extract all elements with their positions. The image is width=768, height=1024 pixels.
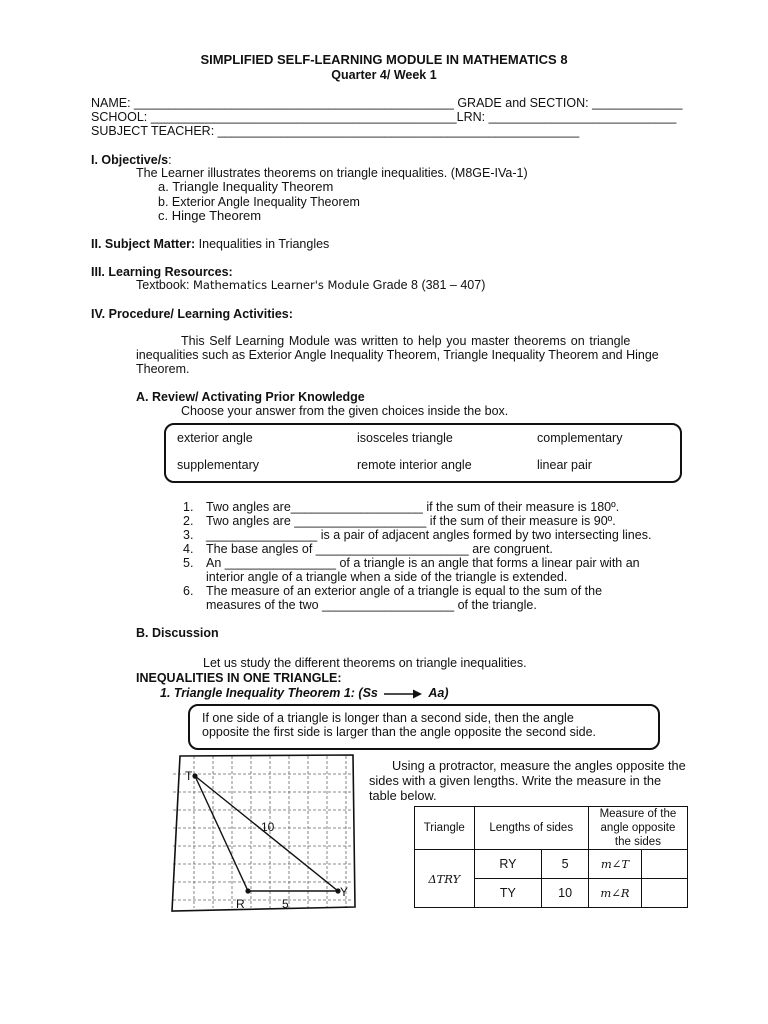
subject-teacher-field[interactable]: SUBJECT TEACHER: ____________________________________________________ [91, 124, 580, 138]
vertex-r [245, 888, 250, 893]
discussion-heading: B. Discussion [136, 626, 219, 640]
objective-item: b. Exterior Angle Inequality Theorem [158, 195, 360, 209]
review-heading: A. Review/ Activating Prior Knowledge [136, 390, 365, 404]
table-header-measure: Measure of the angle opposite the sides [588, 807, 687, 850]
question-number: 4. [183, 542, 194, 556]
procedure-paragraph-line: This Self Learning Module was written to help you master theorems on triangle [181, 334, 631, 348]
table-header-lengths: Lengths of sides [474, 807, 588, 850]
question-text[interactable]: The base angles of ______________________ are congruent. [206, 542, 553, 556]
objective-item: a. Triangle Inequality Theorem [158, 179, 334, 194]
discussion-intro: Let us study the different theorems on triangle inequalities. [203, 656, 527, 670]
school-lrn-field[interactable]: SCHOOL: ____________________________________________LRN: ___________________________ [91, 110, 677, 124]
protractor-instruction-line: Using a protractor, measure the angles opposite the [392, 758, 686, 773]
choice-item: isosceles triangle [357, 431, 453, 445]
theorem-statement-line: opposite the first side is larger than the angle opposite the second side. [202, 725, 597, 739]
question-text[interactable]: ________________ is a pair of adjacent angles formed by two intersecting lines. [206, 528, 652, 542]
choice-item: complementary [537, 431, 623, 445]
procedure-paragraph-line: Theorem. [136, 362, 190, 376]
objectives-intro: The Learner illustrates theorems on triangle inequalities. (M8GE-IVa-1) [136, 166, 528, 180]
label-side-ty: 10 [261, 820, 275, 834]
choice-item: exterior angle [177, 431, 253, 445]
arrow-right-icon [383, 688, 423, 700]
question-text[interactable]: An ________________ of a triangle is an angle that forms a linear pair with an [206, 556, 640, 570]
angle-cell: m∠T [588, 850, 641, 879]
question-number: 1. [183, 500, 194, 514]
procedure-heading: IV. Procedure/ Learning Activities: [91, 307, 293, 321]
textbook-line: Textbook: Mathematics Learner's Module Grade 8 (381 – 407) [136, 278, 486, 292]
question-text: The measure of an exterior angle of a triangle is equal to the sum of the [206, 584, 603, 598]
inequalities-title: INEQUALITIES IN ONE TRIANGLE: [136, 671, 342, 685]
question-number: 2. [183, 514, 194, 528]
resources-heading: III. Learning Resources: [91, 265, 233, 279]
protractor-instruction-line: sides with a given lengths. Write the measure in the [369, 773, 662, 788]
label-t: T [185, 769, 193, 783]
length-cell: 10 [542, 879, 589, 908]
label-y: Y [340, 885, 349, 899]
theorem-title: 1. Triangle Inequality Theorem 1: (Ss Aa) [160, 686, 449, 700]
side-cell: TY [474, 879, 542, 908]
triangle-cell: ΔTRY [415, 850, 475, 908]
name-grade-field[interactable]: NAME: ______________________________________________ GRADE and SECTION: _____________ [91, 96, 683, 110]
angle-answer-cell[interactable] [642, 879, 688, 908]
theorem-statement-line: If one side of a triangle is longer than a second side, then the angle [202, 711, 574, 725]
question-text: interior angle of a triangle when a side of the triangle is extended. [206, 570, 568, 584]
angle-answer-cell[interactable] [642, 850, 688, 879]
module-title: SIMPLIFIED SELF-LEARNING MODULE IN MATHEMATICS 8 [200, 52, 568, 67]
quarter-week: Quarter 4/ Week 1 [331, 68, 437, 82]
choice-item: remote interior angle [357, 458, 472, 472]
table-header-triangle: Triangle [415, 807, 475, 850]
vertex-t [192, 773, 197, 778]
question-text[interactable]: Two angles are___________________ if the sum of their measure is 180º. [206, 500, 620, 514]
question-text[interactable]: measures of the two ___________________ of the triangle. [206, 598, 537, 612]
question-number: 5. [183, 556, 194, 570]
protractor-instruction-line: table below. [369, 788, 437, 803]
angle-measure-table [414, 806, 688, 908]
question-text[interactable]: Two angles are ___________________ if the sum of their measure is 90º. [206, 514, 616, 528]
objectives-heading: I. Objective/s: [91, 153, 172, 167]
label-side-ry: 5 [282, 897, 289, 911]
objective-item: c. Hinge Theorem [158, 208, 262, 223]
side-cell: RY [474, 850, 542, 879]
subject-matter: II. Subject Matter: Inequalities in Triangles [91, 237, 330, 251]
triangle-grid-figure [168, 752, 358, 914]
procedure-paragraph-line: inequalities such as Exterior Angle Inequality Theorem, Triangle Inequality Theorem and Hinge [136, 348, 659, 362]
length-cell: 5 [542, 850, 589, 879]
question-number: 3. [183, 528, 194, 542]
angle-cell: m∠R [588, 879, 641, 908]
question-number: 6. [183, 584, 194, 598]
review-instruction: Choose your answer from the given choices inside the box. [181, 404, 509, 418]
choice-item: supplementary [177, 458, 259, 472]
label-r: R [236, 897, 245, 911]
choice-item: linear pair [537, 458, 592, 472]
